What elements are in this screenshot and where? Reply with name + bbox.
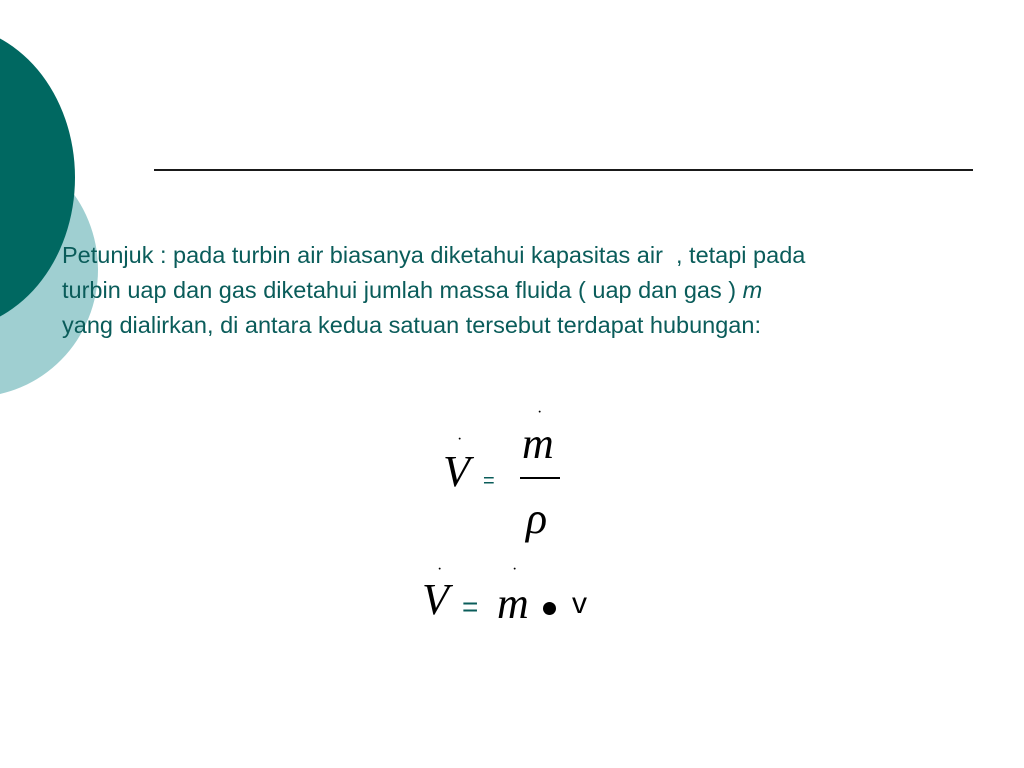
- body-paragraph: [62, 238, 992, 343]
- body-line-2-text: turbin uap dan gas diketahui jumlah massa fluida ( uap dan gas ): [62, 277, 743, 303]
- eq2-lhs-dot: ·: [437, 561, 443, 578]
- eq2-specific-volume: v: [572, 587, 587, 620]
- eq2-equals: =: [462, 591, 479, 622]
- multiplication-bullet: [543, 602, 556, 615]
- fraction-bar: [520, 477, 560, 479]
- eq1-equals: =: [483, 470, 495, 492]
- mass-variable: m: [742, 277, 763, 303]
- body-line-3: yang dialirkan, di antara kedua satuan tersebut terdapat hubungan:: [62, 312, 761, 338]
- title-underline: [154, 169, 973, 171]
- eq1-volume-flow: V: [443, 447, 470, 496]
- eq2-mass: m: [497, 579, 529, 628]
- eq1-denominator-density: ρ: [526, 494, 548, 543]
- eq1-num-dot: ·: [537, 404, 543, 421]
- body-line-2: [62, 273, 992, 308]
- eq2-volume-flow: V: [422, 575, 449, 624]
- eq2-mass-dot: ·: [512, 561, 518, 578]
- body-line-1: Petunjuk : pada turbin air biasanya diketahui kapasitas air , tetapi pada: [62, 242, 806, 268]
- eq1-lhs-dot: ·: [457, 431, 463, 448]
- eq1-numerator-mass: m: [522, 419, 554, 468]
